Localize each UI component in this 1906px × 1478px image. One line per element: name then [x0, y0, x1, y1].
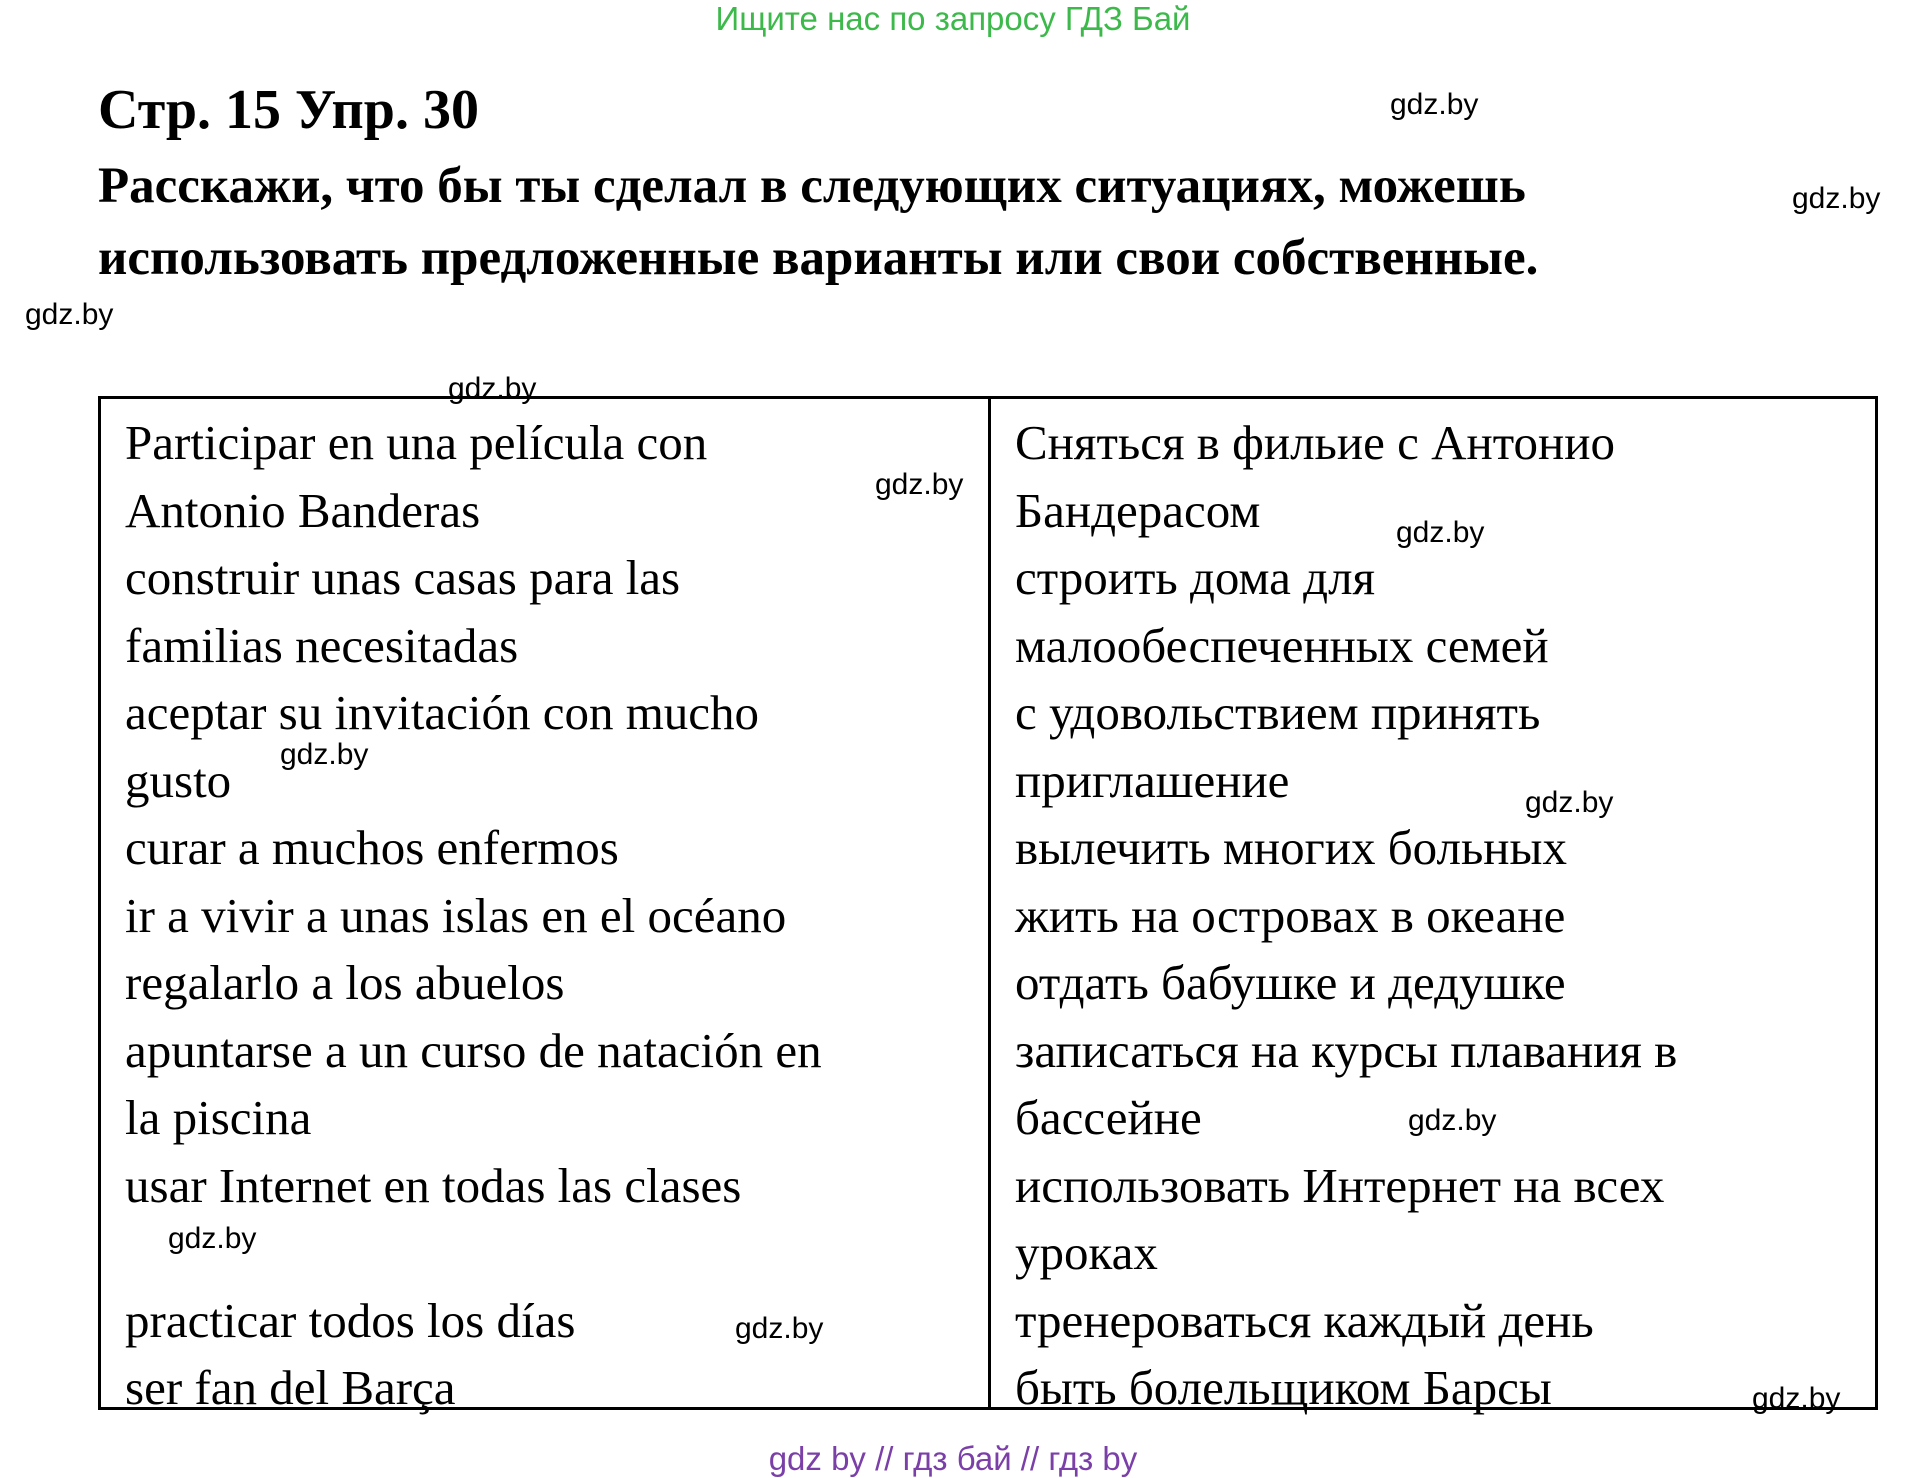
spanish-phrase: regalarlo a los abuelos — [125, 955, 565, 1010]
spanish-phrase: Participar en una película con — [125, 415, 708, 470]
page-title: Стр. 15 Упр. 30 — [98, 79, 479, 141]
spanish-phrase: aceptar su invitación con mucho — [125, 685, 760, 740]
spanish-phrase: Antonio Banderas — [125, 482, 481, 538]
watermark: gdz.by — [1792, 182, 1881, 215]
russian-phrase: уроках — [1015, 1225, 1158, 1280]
watermark: gdz.by — [168, 1222, 257, 1255]
top-banner[interactable]: Ищите нас по запросу ГДЗ Бай — [715, 0, 1191, 37]
watermark: gdz.by — [1390, 88, 1479, 121]
spanish-phrase: usar Internet en todas las clases — [125, 1157, 742, 1213]
russian-phrase: жить на островах в океане — [1015, 887, 1566, 943]
russian-phrase: малообеспеченных семей — [1015, 617, 1549, 673]
watermark: gdz.by — [1752, 1382, 1841, 1415]
spanish-phrase: construir unas casas para las — [125, 550, 681, 605]
watermark: gdz.by — [735, 1312, 824, 1345]
instruction-line: Расскажи, что бы ты сделал в следующих ситуациях, можешь — [98, 158, 1526, 214]
vocabulary-table — [98, 396, 1878, 1415]
instruction-line: использовать предложенные варианты или свои собственные. — [98, 230, 1539, 286]
watermark: gdz.by — [1396, 516, 1485, 549]
spanish-phrase: familias necesitadas — [125, 617, 519, 673]
russian-phrase: записаться на курсы плавания в — [1015, 1022, 1678, 1078]
footer-links[interactable]: gdz by // гдз бай // гдз by — [768, 1440, 1138, 1477]
russian-phrase: вылечить многих больных — [1015, 820, 1567, 875]
russian-phrase: приглашение — [1015, 752, 1290, 808]
russian-phrase: строить дома для — [1015, 550, 1376, 605]
spanish-phrase: ser fan del Barça — [125, 1360, 456, 1415]
exercise-instruction — [98, 150, 1778, 294]
watermark: gdz.by — [875, 468, 964, 501]
watermark: gdz.by — [280, 738, 369, 771]
russian-phrase: с удовольствием принять — [1015, 685, 1541, 740]
russian-phrase: использовать Интернет на всех — [1015, 1157, 1665, 1213]
watermark: gdz.by — [1525, 786, 1614, 819]
watermark: gdz.by — [448, 372, 537, 405]
spanish-phrase: curar a muchos enfermos — [125, 820, 619, 875]
spanish-phrase: gusto — [125, 752, 232, 808]
russian-phrase: бассейне — [1015, 1090, 1202, 1145]
spanish-phrase: apuntarse a un curso de natación en — [125, 1022, 822, 1078]
watermark: gdz.by — [25, 298, 114, 331]
watermark: gdz.by — [1408, 1104, 1497, 1137]
russian-phrase: Бандерасом — [1015, 482, 1261, 538]
spanish-phrase: la piscina — [125, 1090, 312, 1145]
russian-phrase: отдать бабушке и дедушке — [1015, 955, 1566, 1010]
russian-phrase: тренероваться каждый день — [1015, 1292, 1594, 1348]
spanish-phrase: ir a vivir a unas islas en el océano — [125, 887, 787, 943]
russian-column — [991, 399, 1875, 1415]
spanish-phrase: practicar todos los días — [125, 1292, 576, 1348]
russian-phrase: быть болельщиком Барсы — [1015, 1360, 1552, 1415]
russian-phrase: Сняться в фильие с Антонио — [1015, 415, 1615, 470]
